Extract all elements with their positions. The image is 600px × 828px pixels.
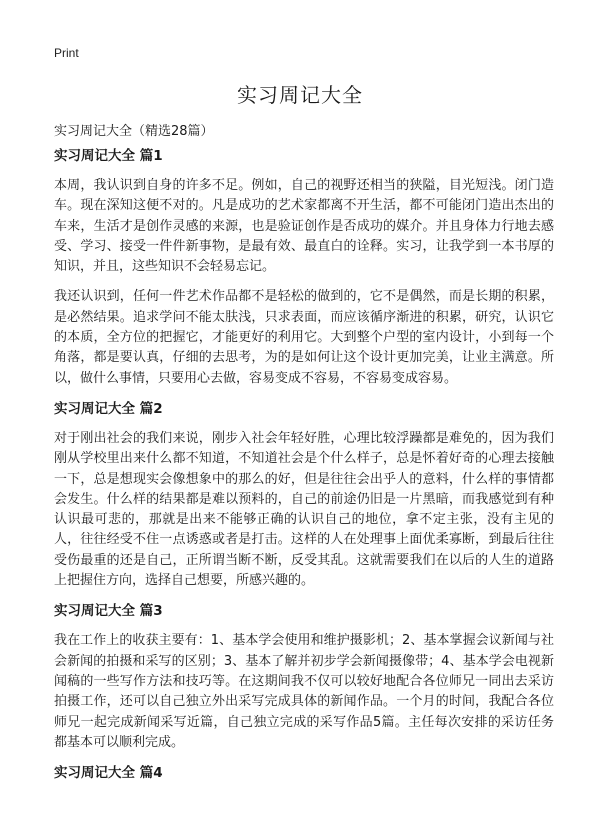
section-4	[54, 763, 554, 783]
document-subtitle: 实习周记大全（精选28篇）	[54, 124, 214, 139]
document-title: 实习周记大全	[237, 83, 363, 107]
paragraph: 我还认识到，任何一件艺术作品都不是轻松的做到的，它不是偶然，而是长期的积累，是必然结果。追求学问不能太肤浅，只求表面，而应该循序渐进的积累，研究，认识它的本质，全方位的把握它，才能更好的利用它。大到整个户型的室内设计，小到每一个角落，都是要认真，仔细的去思考，为的是如何让这个设计更加完美，让业主满意。所以，做什么事情，只要用心去做，容易变成不容易，不容易变成容易。	[54, 289, 554, 386]
section-3	[54, 601, 554, 753]
paragraph: 我在工作上的收获主要有：1、基本学会使用和维护摄影机；2、基本掌握会议新闻与社会新闻的拍摄和采写的区别；3、基本了解并初步学会新闻摄像带；4、基本学会电视新闻稿的一些写作方法和技巧等。在这期间我不仅可以较好地配合各位师兄一同出去采访拍摄工作，还可以自己独立外出采写完成具体的新闻作品。一个月的时间，我配合各位师兄一起完成新闻采写近篇，自己独立完成的采写作品5篇。主任每次安排的采访任务都基本可以顺利完成。	[54, 633, 554, 750]
section-2	[54, 399, 554, 591]
print-link[interactable]: Print	[54, 46, 79, 60]
paragraph: 本周，我认识到自身的许多不足。例如，自己的视野还相当的狭隘，目光短浅。闭门造车。现在深知这便不对的。凡是成功的艺术家都离不开生活，都不可能闭门造出杰出的车来，生活才是创作灵感的来源，也是验证创作是否成功的媒介。并且身体力行地去感受、学习、接受一件件新事物，是最有效、最直白的诠释。实习，让我学到一本书厚的知识，并且，这些知识不会轻易忘记。	[54, 178, 554, 275]
paragraph: 对于刚出社会的我们来说，刚步入社会年轻好胜，心理比较浮躁都是难免的，因为我们刚从学校里出来什么都不知道，不知道社会是个什么样子，总是怀着好奇的心理去接触一下，总是想现实会像想象中的那么的好，但是往往会出乎人的意料，什么样的事情都会发生。什么样的结果都是难以预料的，自己的前途仍旧是一片黑暗，而我感觉到有种认识最可悲的，那就是出来不能够正确的认识自己的地位，拿不定主张，没有主见的人，往往经受不住一点诱惑或者是打击。这样的人在处理事上面优柔寡断，到最后往往受伤最重的还是自己，正所谓当断不断，反受其乱。这就需要我们在以后的人生的道路上把握住方向，选择自己想要，所感兴趣的。	[54, 430, 554, 589]
document-body	[54, 146, 554, 793]
section-heading: 实习周记大全 篇3	[54, 603, 163, 620]
section-heading: 实习周记大全 篇2	[54, 400, 163, 417]
section-1	[54, 146, 554, 389]
section-heading: 实习周记大全 篇1	[54, 148, 163, 164]
section-heading: 实习周记大全 篇4	[54, 765, 163, 782]
